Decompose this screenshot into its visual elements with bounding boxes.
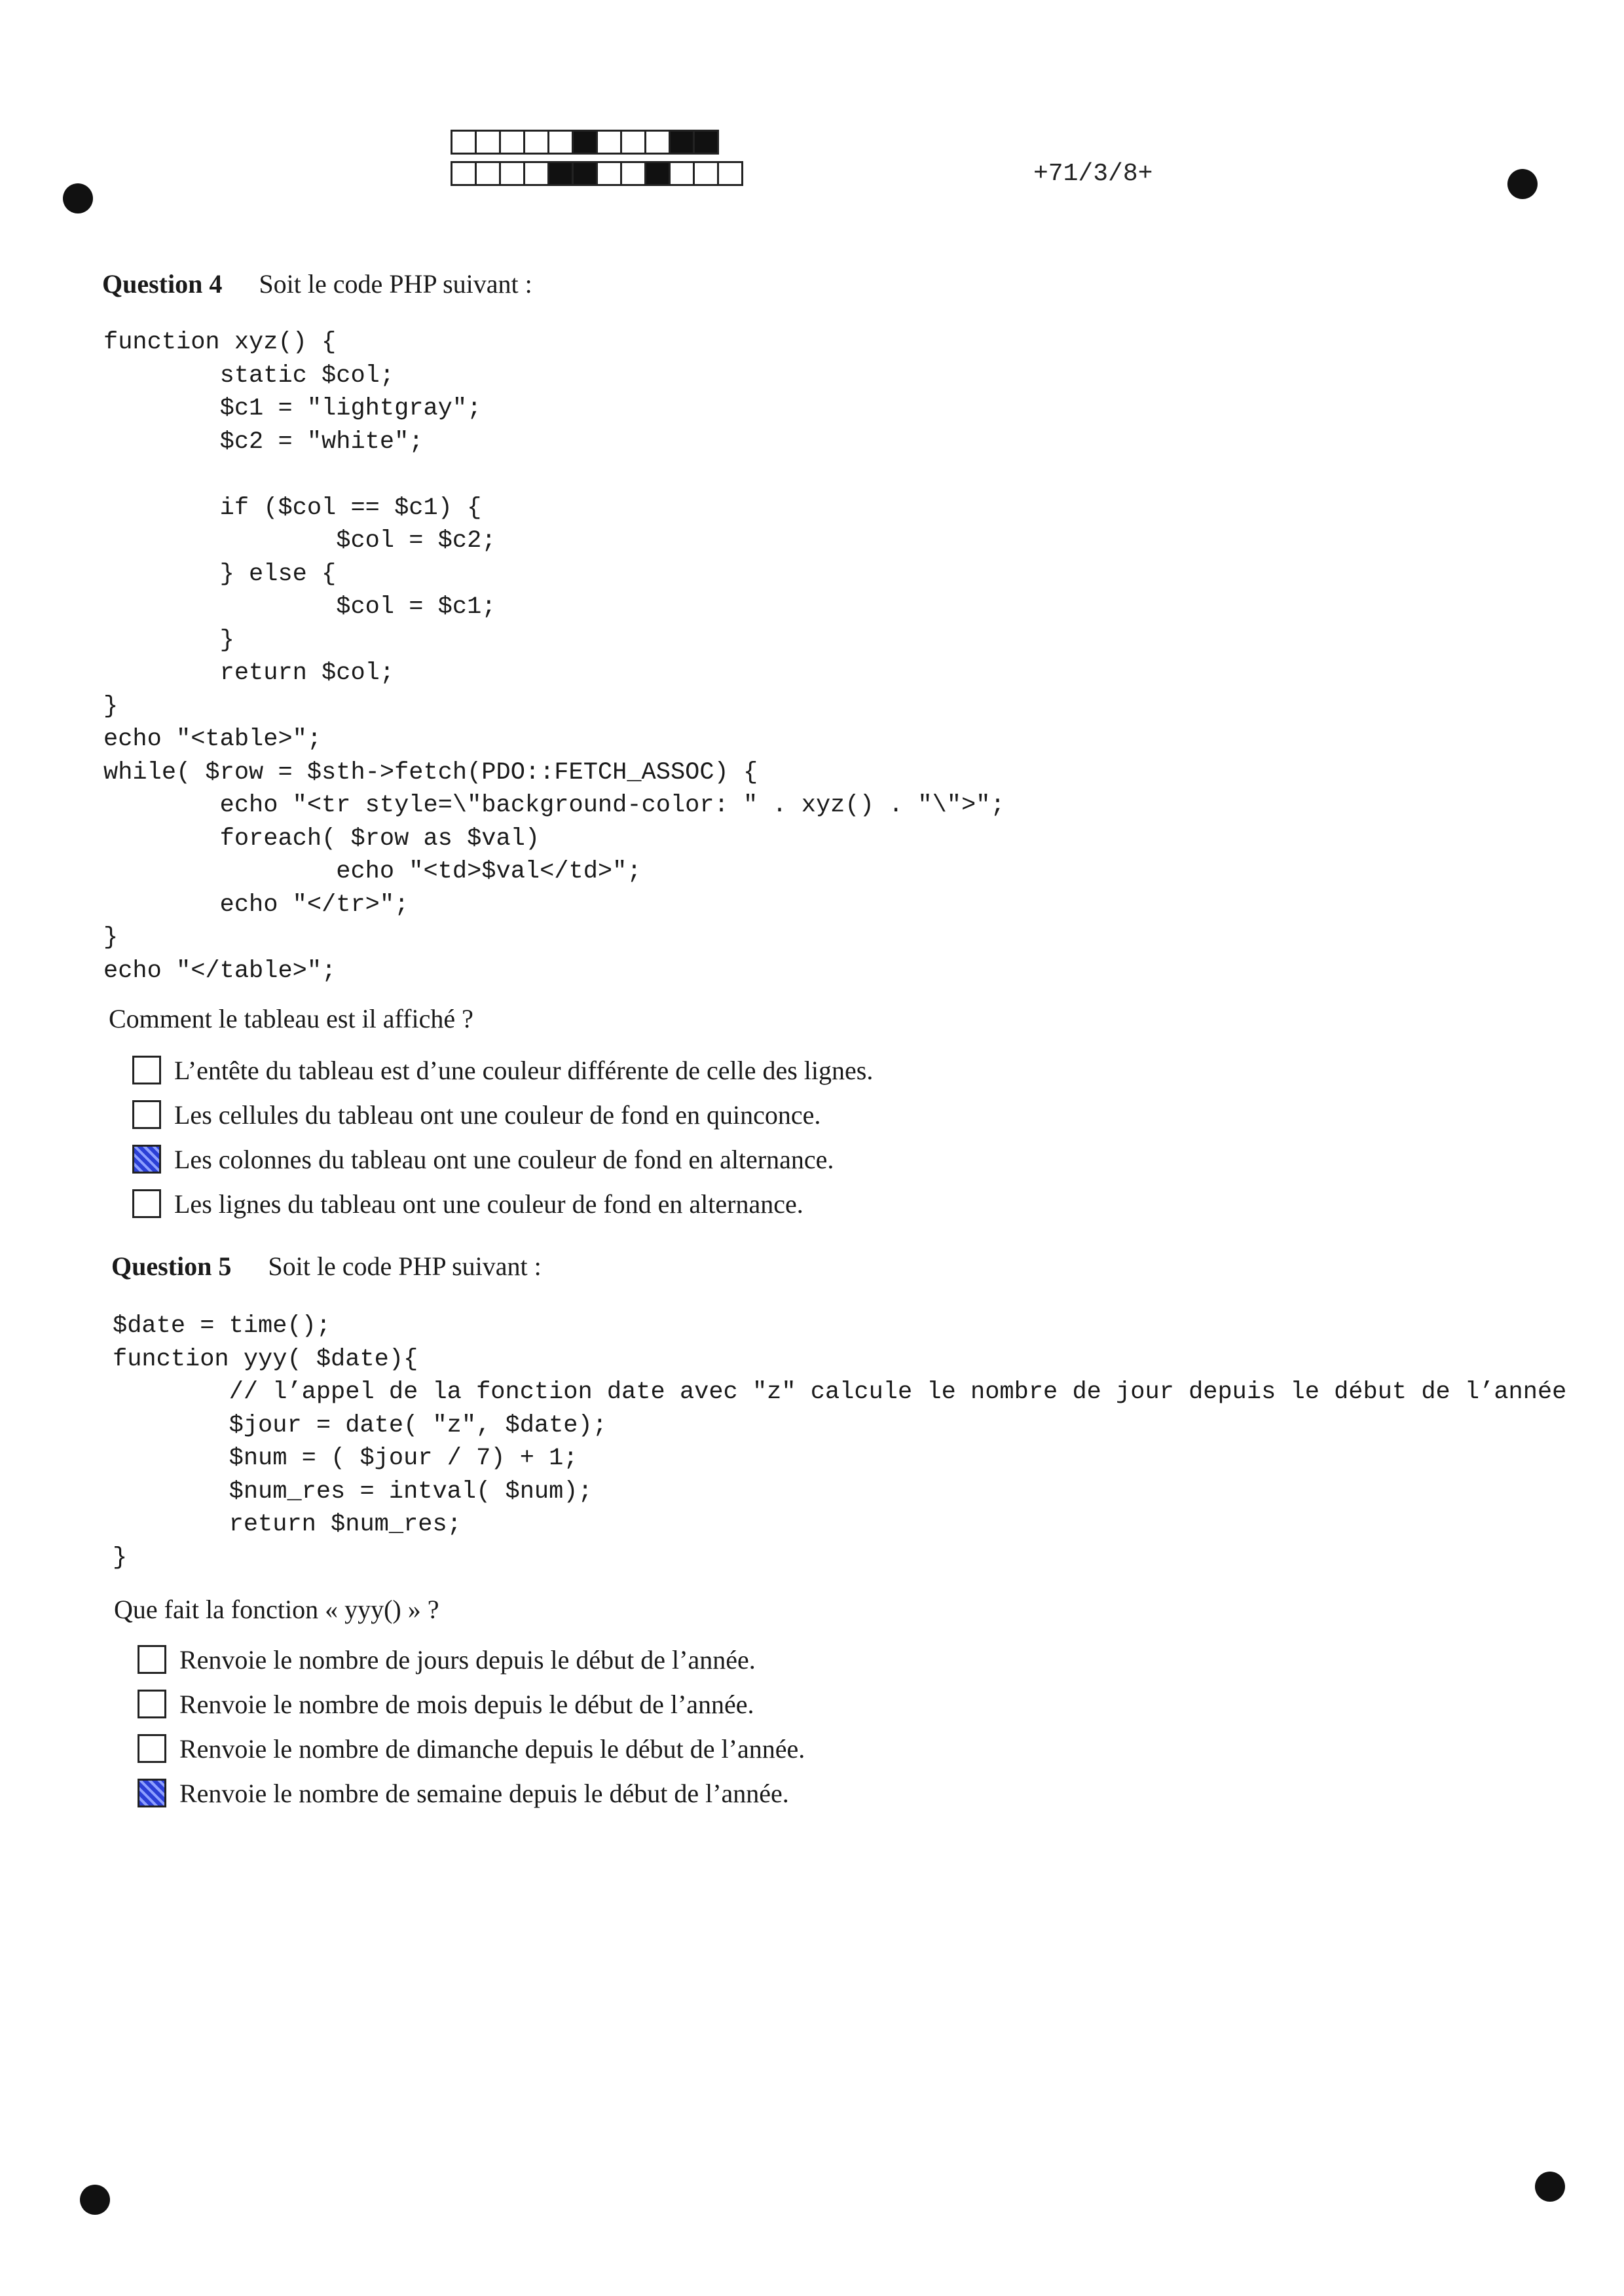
- answer-choice[interactable]: [132, 1048, 873, 1092]
- page-id: +71/3/8+: [1033, 160, 1153, 188]
- checkbox[interactable]: [138, 1645, 166, 1674]
- binary-cell-empty: [451, 161, 477, 186]
- binary-cell-filled: [669, 130, 695, 155]
- binary-cell-empty: [596, 161, 622, 186]
- binary-cell-filled: [572, 130, 598, 155]
- checkbox[interactable]: [132, 1189, 161, 1218]
- question-intro: Soit le code PHP suivant :: [259, 269, 532, 299]
- binary-cell-filled: [547, 161, 574, 186]
- question-4-heading: [102, 268, 532, 299]
- answer-choice[interactable]: [138, 1771, 805, 1815]
- answer-choice-label: Les colonnes du tableau ont une couleur de fond en alternance.: [174, 1144, 834, 1174]
- binary-code-row: [451, 161, 741, 186]
- binary-cell-empty: [475, 130, 501, 155]
- registration-mark-bottom-right: [1535, 2172, 1565, 2202]
- binary-cell-empty: [523, 130, 549, 155]
- binary-cell-filled: [693, 130, 719, 155]
- question-4-prompt: Comment le tableau est il affiché ?: [109, 1004, 473, 1033]
- binary-cell-filled: [572, 161, 598, 186]
- question-label: Question 5: [111, 1251, 232, 1281]
- registration-mark-top-left: [63, 183, 93, 213]
- code-block-question-4: function xyz() { static $col; $c1 = "lightgray"; $c2 = "white"; if ($col == $c1) { $col = $c2; } else { $col = $c1; } return $col; } echo "<table>"; while( $row = $sth->fetch(PDO::FETCH_ASSOC) { echo "<tr style=\"background-color: " . xyz() . "\">"; foreach( $row as $val) echo "<td>$val</td>"; echo "</tr>"; } echo "</table>";: [103, 329, 1005, 985]
- answer-choice-label: Renvoie le nombre de dimanche depuis le début de l’année.: [179, 1733, 805, 1764]
- binary-cell-empty: [669, 161, 695, 186]
- answer-choice-label: L’entête du tableau est d’une couleur différente de celle des lignes.: [174, 1055, 874, 1085]
- answer-choice[interactable]: [132, 1181, 873, 1226]
- answer-choice[interactable]: [138, 1637, 805, 1682]
- binary-cell-empty: [644, 130, 671, 155]
- registration-mark-bottom-left: [80, 2185, 110, 2215]
- question-5-heading: [111, 1251, 542, 1282]
- binary-code-row: [451, 130, 741, 155]
- answer-choice-label: Renvoie le nombre de semaine depuis le début de l’année.: [179, 1778, 789, 1808]
- binary-cell-filled: [644, 161, 671, 186]
- checkbox[interactable]: [132, 1100, 161, 1129]
- answer-choice-label: Les cellules du tableau ont une couleur de fond en quinconce.: [174, 1100, 821, 1130]
- answer-choice[interactable]: [132, 1137, 873, 1181]
- binary-cell-empty: [499, 130, 525, 155]
- checkbox[interactable]: [132, 1056, 161, 1084]
- binary-cell-empty: [523, 161, 549, 186]
- answer-choice-label: Renvoie le nombre de mois depuis le début de l’année.: [179, 1689, 754, 1719]
- answer-choices-question-5: [138, 1637, 805, 1815]
- binary-cell-empty: [451, 130, 477, 155]
- binary-cell-empty: [620, 130, 646, 155]
- checkbox-checked[interactable]: [132, 1145, 161, 1174]
- answer-choice[interactable]: [138, 1682, 805, 1726]
- answer-choices-question-4: [132, 1048, 873, 1226]
- binary-cell-empty: [717, 161, 743, 186]
- checkbox[interactable]: [138, 1690, 166, 1718]
- binary-cell-empty: [596, 130, 622, 155]
- binary-id-code: [451, 130, 741, 193]
- binary-cell-empty: [620, 161, 646, 186]
- checkbox[interactable]: [138, 1734, 166, 1763]
- answer-choice[interactable]: [132, 1092, 873, 1137]
- answer-choice[interactable]: [138, 1726, 805, 1771]
- question-5-prompt: Que fait la fonction « yyy() » ?: [114, 1595, 439, 1624]
- answer-choice-label: Renvoie le nombre de jours depuis le début de l’année.: [179, 1644, 756, 1675]
- binary-cell-empty: [499, 161, 525, 186]
- registration-mark-top-right: [1507, 169, 1538, 199]
- question-label: Question 4: [102, 269, 223, 299]
- binary-cell-empty: [693, 161, 719, 186]
- answer-choice-label: Les lignes du tableau ont une couleur de fond en alternance.: [174, 1189, 803, 1219]
- question-intro: Soit le code PHP suivant :: [268, 1251, 542, 1281]
- binary-cell-empty: [475, 161, 501, 186]
- checkbox-checked[interactable]: [138, 1779, 166, 1807]
- code-block-question-5: $date = time(); function yyy( $date){ // l’appel de la fonction date avec "z" calcule le nombre de jour depuis le début de l’année $jour = date( "z", $date); $num = ( $jour / 7) + 1; $num_res = intval( $num); return $num_res; }: [113, 1312, 1567, 1572]
- binary-cell-empty: [547, 130, 574, 155]
